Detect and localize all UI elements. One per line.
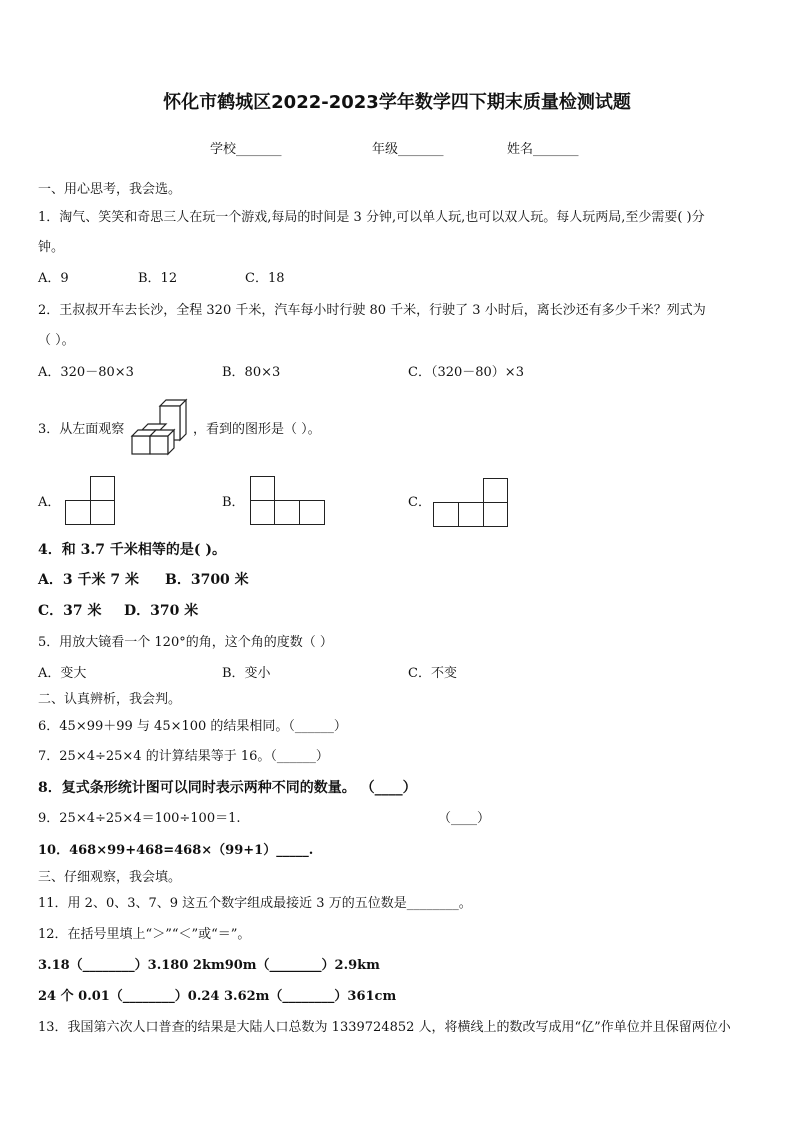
grade-field: 年级_______ <box>372 142 444 157</box>
q3-text-pre: 3．从左面观察 <box>38 422 125 437</box>
q3-text-post: ，看到的图形是（ ）。 <box>193 422 321 437</box>
section-1-heading: 一、用心思考，我会选。 <box>38 182 182 197</box>
q12-row1: 3.18（________）3.180 2km90m（________）2.9km <box>38 958 380 973</box>
q12-text: 12．在括号里填上“＞”“＜”或“＝”。 <box>38 927 251 942</box>
q3-option-c: C． <box>408 495 431 510</box>
q5-option-c: C．不变 <box>408 666 457 681</box>
q12-row2: 24 个 0.01（________）0.24 3.62m（________）361cm <box>38 989 397 1004</box>
q7-text: 7．25×4÷25×4 的计算结果等于 16。（______） <box>38 749 329 764</box>
q9-blank: （____） <box>438 811 491 826</box>
q2-option-c: C．（320－80）×3 <box>408 365 524 380</box>
q8-text: 8．复式条形统计图可以同时表示两种不同的数量。 （____） <box>38 780 417 796</box>
q3-option-b: B． <box>222 495 245 510</box>
q1-option-a: A．9 <box>38 271 69 286</box>
q2-line2: （ ）。 <box>38 333 75 348</box>
q9-text: 9．25×4÷25×4＝100÷100＝1. <box>38 811 241 826</box>
q1-option-b: B．12 <box>138 271 178 286</box>
q5-text: 5．用放大镜看一个 120°的角，这个角的度数（ ） <box>38 635 333 650</box>
q6-text: 6．45×99＋99 与 45×100 的结果相同。（______） <box>38 719 347 734</box>
q4-text: 4．和 3.7 千米相等的是( )。 <box>38 542 226 558</box>
q5-option-a: A．变大 <box>38 666 87 681</box>
q2-option-a: A．320－80×3 <box>38 365 134 380</box>
q4-option-d: D．370 米 <box>124 603 199 619</box>
school-field: 学校_______ <box>210 142 282 157</box>
q1-line2: 钟。 <box>38 240 65 255</box>
section-3-heading: 三、仔细观察，我会填。 <box>38 870 182 885</box>
q4-option-c: C．37 米 <box>38 603 102 619</box>
q1-option-c: C．18 <box>245 271 285 286</box>
q1-line1: 1．淘气、笑笑和奇思三人在玩一个游戏,每局的时间是 3 分钟,可以单人玩,也可以双人玩。每人玩两局,至少需要( )分 <box>38 210 705 225</box>
q3-option-b-figure <box>250 476 328 526</box>
q4-option-a: A．3 千米 7 米 <box>38 572 139 588</box>
q3-option-c-figure <box>433 478 511 528</box>
q3-option-a: A． <box>38 495 61 510</box>
q5-option-b: B．变小 <box>222 666 271 681</box>
q2-option-b: B．80×3 <box>222 365 281 380</box>
q4-option-b: B．3700 米 <box>165 572 249 588</box>
q13-text: 13．我国第六次人口普查的结果是大陆人口总数为 1339724852 人，将横线上的数改写成用“亿”作单位并且保留两位小 <box>38 1020 731 1035</box>
page-title: 怀化市鹤城区2022-2023学年数学四下期末质量检测试题 <box>163 92 631 113</box>
q2-line1: 2．王叔叔开车去长沙，全程 320 千米，汽车每小时行驶 80 千米，行驶了 3 小时后，离长沙还有多少千米？列式为 <box>38 303 706 318</box>
section-2-heading: 二、认真辨析，我会判。 <box>38 692 182 707</box>
name-field: 姓名_______ <box>507 142 579 157</box>
q11-text: 11．用 2、0、3、7、9 这五个数字组成最接近 3 万的五位数是________。 <box>38 896 472 911</box>
q10-text: 10．468×99+468=468×（99+1）_____. <box>38 843 314 858</box>
cube-stack-figure <box>130 398 192 460</box>
q3-option-a-figure <box>65 476 117 526</box>
